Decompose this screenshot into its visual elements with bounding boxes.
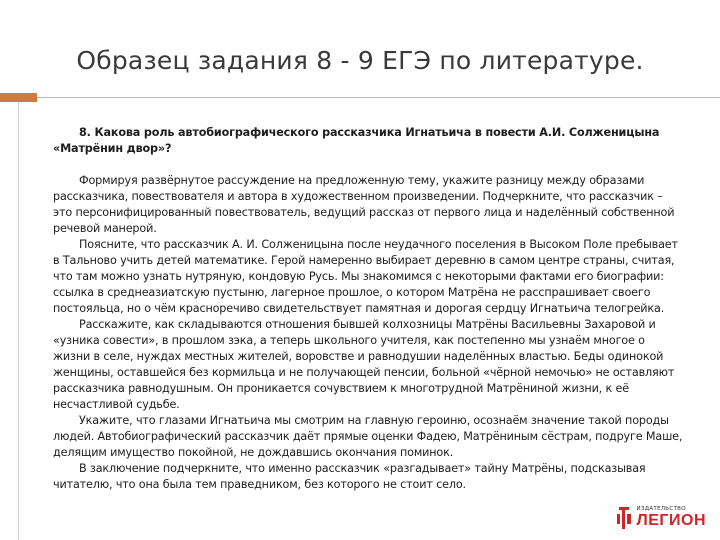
slide-title: Образец задания 8 - 9 ЕГЭ по литературе. xyxy=(76,46,644,75)
title-divider xyxy=(37,97,720,98)
logo-brand-name: ЛЕГИОН xyxy=(636,512,706,530)
paragraph: Укажите, что глазами Игнатьича мы смотрим на главную героиню, осознаём значение такой породы людей. Автобиографический рассказчик даёт прямые оценки Фадею, Матрёниным сёстрам, подруге Маше, делящим имущество покойной, не дождавшись окончания поминок. xyxy=(53,414,683,459)
paragraph: Формируя развёрнутое рассуждение на предложенную тему, укажите разницу между образами рассказчика, повествователя и автора в художественном произведении. Подчеркните, что рассказчик – это персонифицированный повествователь, ведущий рассказ от первого лица и наделённый собственной речевой манерой. xyxy=(53,174,675,235)
paragraph: Расскажите, как складываются отношения бывшей колхозницы Матрёны Васильевны Захаровой и «узника совести», в прошлом зэка, а теперь школьного учителя, как постепенно мы узнаём многое о жизни в селе, нуждах местных жителей, воровстве и равнодушии наделённых властью. Беды одинокой женщины, оставшейся без кормильца и не получающей пенсии, больной «чёрной немочью» не оставляют рассказчика равнодушным. Он проникается сочувствием к многотрудной Матрёниной жизни, к её несчастливой судьбе. xyxy=(53,318,675,411)
paragraph: Поясните, что рассказчик А. И. Солженицына после неудачного поселения в Высоком Поле пребывает в Тальново учить детей математике. Герой намеренно выбирает деревню в самом центре страны, считая, что там можно узнать нутряную, кондовую Русь. Мы знакомимся с некоторыми фактами его биографии: ссылка в среднеазиатскую пустыню, лагерное прошлое, о котором Матрёна не расспрашивает своего постояльца, но о чём красноречиво свидетельствует памятная и дорогая сердцу Игнатьича телогрейка. xyxy=(53,238,678,315)
paragraph: В заключение подчеркните, что именно рассказчик «разгадывает» тайну Матрёны, подсказывая читателю, что она была тем праведником, без которого не стоит село. xyxy=(53,462,646,491)
logo-publisher-label: ИЗДАТЕЛЬСТВО xyxy=(636,505,686,512)
task-text xyxy=(53,125,683,493)
publisher-logo xyxy=(616,506,706,530)
question-heading: 8. Какова роль автобиографического рассказчика Игнатьича в повести А.И. Солженицына «Матрёнин двор»? xyxy=(53,126,660,155)
left-side-line xyxy=(18,102,19,540)
title-accent-bar xyxy=(0,93,37,102)
legion-logo-icon xyxy=(616,506,632,530)
